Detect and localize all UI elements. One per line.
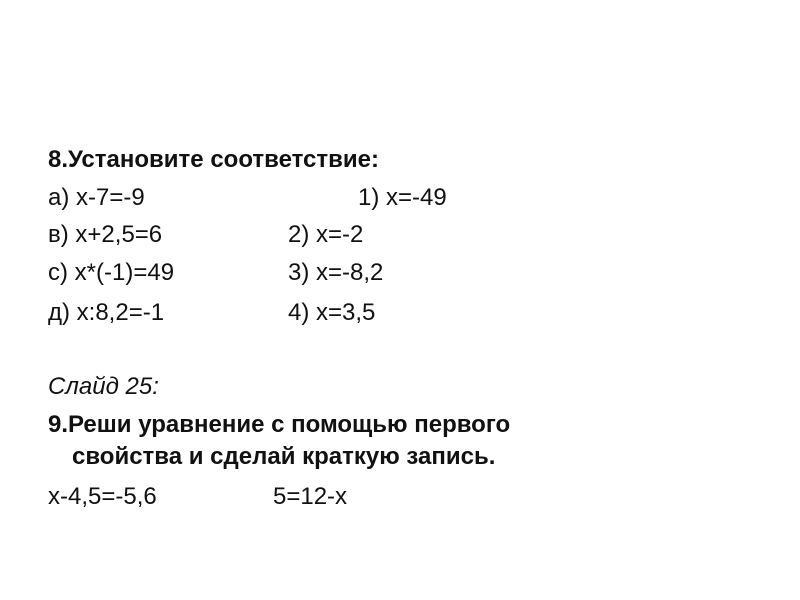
task8-row-s <box>48 258 384 288</box>
task8-row-d-answer: 4) х=3,5 <box>288 299 376 326</box>
task8-title: Установите соответствие: <box>68 146 379 173</box>
task9-number: 9. <box>48 411 69 438</box>
task8-heading <box>48 145 379 175</box>
task9-title-line1: Реши уравнение с помощью первого <box>68 411 511 438</box>
task8-row-a-answer: 1) х=-49 <box>358 184 447 211</box>
slide-label: Слайд 25: <box>48 373 159 400</box>
task8-row-v-answer: 2) х=-2 <box>288 221 364 248</box>
task9-equations <box>48 482 348 512</box>
task9-equation-right: 5=12-х <box>273 483 348 510</box>
task9-title-line2: свойства и сделай краткую запись. <box>72 443 496 470</box>
task8-row-d <box>48 298 376 328</box>
task8-row-s-answer: 3) х=-8,2 <box>288 259 384 286</box>
task9-heading <box>48 410 510 440</box>
task8-row-a <box>48 183 447 213</box>
task9-equation-left: х-4,5=-5,6 <box>48 483 157 510</box>
task8-row-s-equation: с) х*(-1)=49 <box>48 259 175 286</box>
task8-row-v-equation: в) х+2,5=6 <box>48 221 163 248</box>
task8-row-d-equation: д) х:8,2=-1 <box>48 299 165 326</box>
task8-row-v <box>48 220 364 250</box>
task8-number: 8. <box>48 146 69 173</box>
task8-row-a-equation: а) х-7=-9 <box>48 184 145 211</box>
